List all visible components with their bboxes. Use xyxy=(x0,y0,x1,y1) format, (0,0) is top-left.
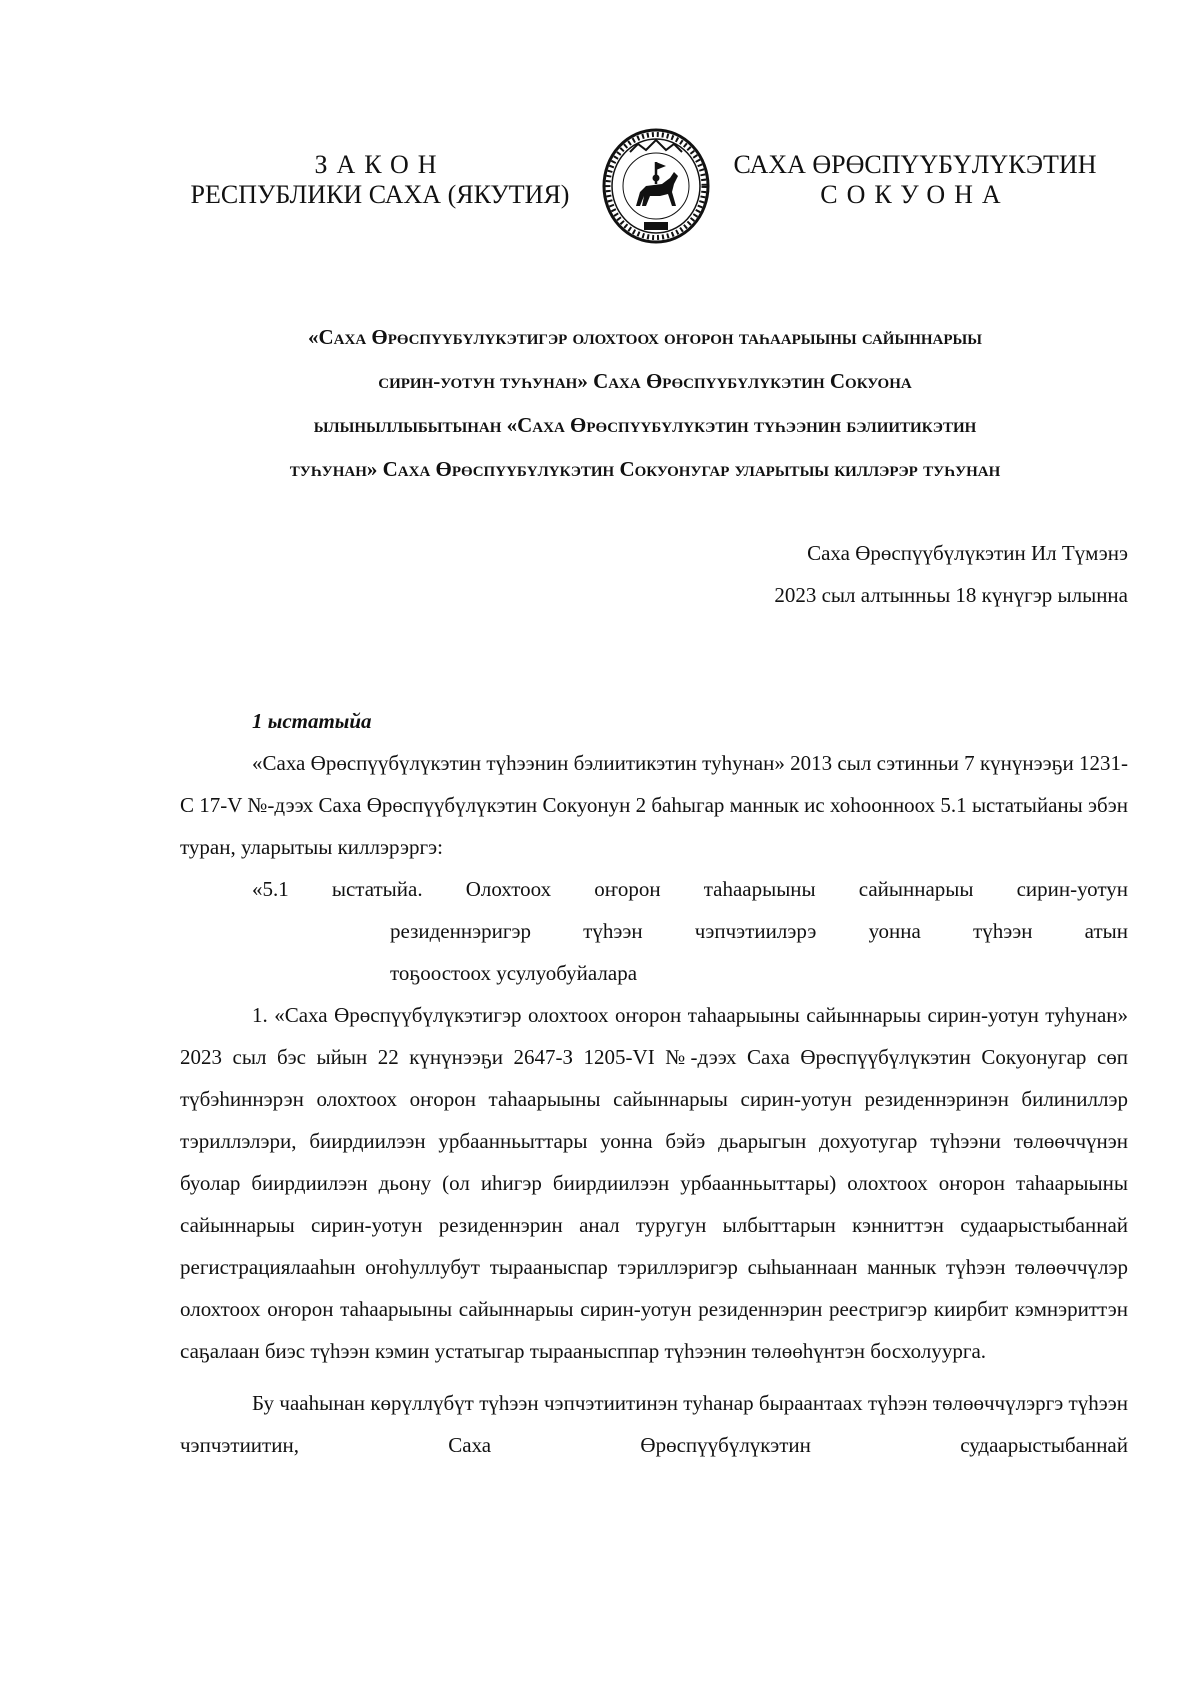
article-paragraph: Бу чааһынан көрүллүбүт түһээн чэпчэтиитинэн туһанар быраантаах түһээн төлөөччүлэргэ түһээн чэпчэтиитин, Саха Өрөспүүбүлүкэтин судаарыстыбаннай xyxy=(180,1391,1128,1457)
adoption-body: Саха Өрөспүүбүлүкэтин Ил Түмэнэ xyxy=(807,541,1128,565)
header-left-subtitle: РЕСПУБЛИКИ САХА (ЯКУТИЯ) xyxy=(190,180,570,209)
quote-word: сайыннарыы xyxy=(858,877,974,901)
header-left xyxy=(160,150,600,210)
header-left-title: ЗАКОН xyxy=(314,150,446,179)
quote-number: «5.1 xyxy=(252,877,289,901)
quote-word: сирин-уотун xyxy=(1016,877,1128,901)
law-title-line: туһунан» Саха Өрөспүүбүлүкэтин Сокуонугар уларытыы киллэрэр туһунан xyxy=(289,457,1001,481)
law-title xyxy=(170,315,1120,491)
article-body xyxy=(180,700,1128,1466)
quoted-article-heading xyxy=(180,868,1128,994)
article-paragraph: 1. «Саха Өрөспүүбүлүкэтигэр олохтоох оҥорон таһаарыыны сайыннарыы сирин-уотун туһунан» 2023 сыл бэс ыйын 22 күнүнээҕи 2647-З 1205-VI №-дээх Саха Өрөспүүбүлүкэтин Сокуонугар сөп түбэһиннэрэн олохтоох оҥорон таһаарыыны сайыннарыы сирин-уотун резиденнэринэн билиниллэр тэриллэлэри, биирдиилээн урбаанньыттары уонна бэйэ дьарыгын дохуотугар түһээни төлөөччүнэн буолар биирдиилээн дьону (ол иһигэр биирдиилээн урбаанньыттары) олохтоох оҥорон таһаарыыны сайыннарыы сирин-уотун резиденнэрин анал туругун ылбыттарын кэнниттэн судаарыстыбаннай регистрациялааһын оҥоһуллубут тырааныспар тэриллэригэр сыһыаннаан маннык түһээн төлөөччүлэр олохтоох оҥорон таһаарыыны сайыннарыы сирин-уотун резиденнэрин реестригэр киирбит кэмнэриттэн саҕалаан биэс түһээн кэмин устатыгар тыраанысппар түһээнин төлөөһүнтэн босхолуурга. xyxy=(180,1003,1128,1363)
header-right xyxy=(710,150,1120,210)
law-title-line: сирин-уотун туһунан» Саха Өрөспүүбүлүкэтин Сокуона xyxy=(378,369,912,393)
adoption-block xyxy=(774,532,1128,616)
quote-line: резиденнэригэр түһээн чэпчэтиилэрэ уонна түһээн атын xyxy=(390,919,1128,943)
quote-word: таһаарыыны xyxy=(703,877,816,901)
quote-line: тоҕоостоох усулуобуйалара xyxy=(390,961,638,985)
header-right-title: САХА ӨРӨСПҮҮБҮЛҮКЭТИН xyxy=(733,150,1097,179)
quote-word: ыстатыйа. xyxy=(331,877,423,901)
quote-word: Олохтоох xyxy=(465,877,552,901)
quote-word: оҥорон xyxy=(594,877,661,901)
law-title-line: ылыныллыбытынан «Саха Өрөспүүбүлүкэтин түһээнин бэлиитикэтин xyxy=(313,413,977,437)
coat-of-arms-icon xyxy=(600,126,712,246)
adoption-date: 2023 сыл алтынньы 18 күнүгэр ылынна xyxy=(774,583,1128,607)
header-right-subtitle: СОКУОНА xyxy=(820,180,1010,209)
article-heading: 1 ыстатыйа xyxy=(252,709,372,733)
article-paragraph: «Саха Өрөспүүбүлүкэтин түһээнин бэлиитикэтин туһунан» 2013 сыл сэтинньи 7 күнүнээҕи 1231-С 17-V №-дээх Саха Өрөспүүбүлүкэтин Сокуонун 2 баһыгар маннык ис хоһоонноох 5.1 ыстатыйаны эбэн туран, уларытыы киллэрэргэ: xyxy=(180,751,1128,859)
law-title-line: «Саха Өрөспүүбүлүкэтигэр олохтоох оҥорон таһаарыыны сайыннарыы xyxy=(308,325,982,349)
